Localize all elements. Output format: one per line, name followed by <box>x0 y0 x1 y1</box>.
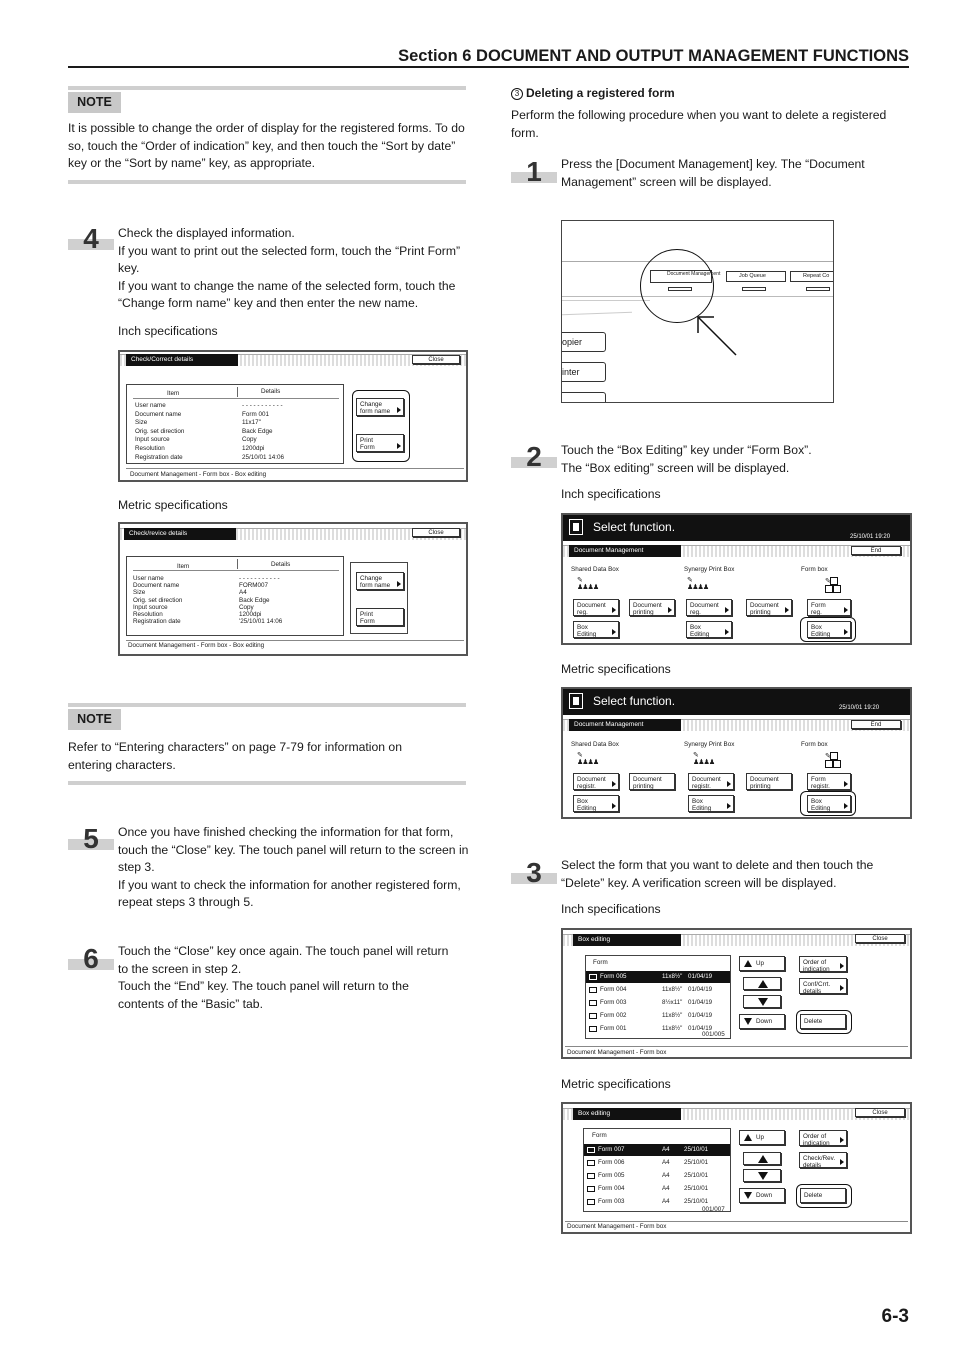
select-function-title: Select function. <box>563 689 910 715</box>
copier-key[interactable]: opier <box>561 332 606 352</box>
details-keys: User name Document name Size Orig. set direction Input source Resolution Registration date <box>135 402 185 461</box>
screen-footer: Document Management - Form box <box>567 1223 667 1230</box>
inch-spec-label: Inch specifications <box>561 487 661 501</box>
group-synergy-print-box: Synergy Print Box <box>684 741 735 748</box>
list-item[interactable]: Form 005 A4 25/10/01 <box>584 1170 730 1182</box>
users-icon: ✎ ♟♟♟♟ <box>577 752 599 766</box>
users-icon: ✎ ♟♟♟♟ <box>687 577 709 591</box>
box-editing-button[interactable]: Box Editing <box>688 795 734 812</box>
details-keys: User name Document name Size Orig. set direction Input source Resolution Registration date <box>133 575 183 626</box>
step-number-1: 1 <box>511 161 557 189</box>
box-editing-button[interactable]: Box Editing <box>686 621 732 638</box>
details-table: Item Details User name Document name Size Orig. set direction Input source Resolution Registration date - - - - - - - - - - - Form 001 11x17" Back Edge Copy 1200dpi 25/10/01 14:06 <box>126 384 344 464</box>
subsection-intro: Perform the following procedure when you want to delete a registered form. <box>511 108 887 140</box>
box-editing-button[interactable]: Box Editing <box>573 621 619 638</box>
metric-spec-label: Metric specifications <box>118 498 228 512</box>
step-number-2: 2 <box>511 446 557 474</box>
list-item[interactable]: Form 005 11x8½" 01/04/19 <box>586 971 730 983</box>
list-item[interactable]: Form 002 11x8½" 01/04/19 <box>586 1010 730 1022</box>
screen-title-bar: Box editing <box>573 1108 681 1120</box>
note-box-order <box>68 86 466 184</box>
screen-footer: Document Management - Form box - Box editing <box>128 642 265 649</box>
details-values: - - - - - - - - - - - Form 001 11x17" Back Edge Copy 1200dpi 25/10/01 14:06 <box>242 402 285 461</box>
list-item[interactable]: Form 007 A4 25/10/01 <box>584 1144 730 1156</box>
datetime: 25/10/01 19:20 <box>850 534 891 540</box>
metric-spec-label: Metric specifications <box>561 1077 671 1091</box>
down-button[interactable]: Down <box>739 1014 785 1029</box>
form-registr-button[interactable]: Form registr. <box>807 773 851 790</box>
form-list: Form Form 005 11x8½" 01/04/19 Form 004 11x8½" 01/04/19 Form 003 8½x11" 01/04/19 Form 002 11x8½" 01/04/19 Form 001 11x8½" 01/04/19 001/005 <box>585 955 731 1039</box>
up-button[interactable]: Up <box>739 956 785 971</box>
group-shared-data-box: Shared Data Box <box>571 741 619 748</box>
form-icon: ✎ <box>825 752 841 768</box>
step-6-text: Touch the “Close” key once again. The touch panel will return to the screen in step 2. Touch the “End” key. The touch panel will return to the contents of the “Basic” tab. <box>118 944 449 1011</box>
screen-footer: Document Management - Form box <box>567 1049 667 1056</box>
close-button[interactable]: Close <box>855 1108 905 1117</box>
list-item[interactable]: Form 003 A4 25/10/01 <box>584 1196 730 1208</box>
step-2-text: Touch the “Box Editing” key under “Form Box”. The “Box editing” screen will be displayed. <box>561 443 812 475</box>
list-item[interactable]: Form 001 11x8½" 01/04/19 <box>586 1023 730 1035</box>
screen-title-bar: Document Management <box>569 719 681 731</box>
print-form-button[interactable]: Print Form <box>356 434 404 452</box>
job-queue-key[interactable]: Job Queue <box>726 271 786 282</box>
step-5-text: Once you have finished checking the information for that form, touch the “Close” key. The touch panel will return to the screen in step 3. If you want to check the information for another registered form, repeat steps 3 through 5. <box>118 825 469 910</box>
list-item[interactable]: Form 004 A4 25/10/01 <box>584 1183 730 1195</box>
form-box-editing-button[interactable]: Box Editing <box>807 795 851 812</box>
order-of-indication-button[interactable]: Order of indication <box>799 956 847 972</box>
form-icon: ✎ <box>825 577 841 593</box>
up-button[interactable]: Up <box>739 1130 785 1145</box>
arrow-pointer-icon <box>692 311 742 361</box>
scroll-down-arrow[interactable] <box>743 1169 781 1182</box>
box-editing-screen-metric <box>561 1102 912 1234</box>
document-printing-button[interactable]: Document printing <box>629 773 675 790</box>
document-printing-button[interactable]: Document printing <box>629 599 675 616</box>
form-list: Form Form 007 A4 25/10/01 Form 006 A4 25/10/01 Form 005 A4 25/10/01 Form 004 A4 25/10/01 Form 003 A4 25/10/01 001/007 <box>583 1128 731 1212</box>
group-shared-data-box: Shared Data Box <box>571 566 619 573</box>
close-button[interactable]: Close <box>412 528 460 537</box>
screen-title-bar: Check/Correct details <box>126 354 238 366</box>
print-form-button[interactable]: Print Form <box>356 608 404 626</box>
document-printing-button[interactable]: Document printing <box>746 773 792 790</box>
note-label: NOTE <box>68 92 121 113</box>
step-1-text: Press the [Document Management] key. The “Document Management” screen will be displayed. <box>561 157 865 189</box>
note-box-characters <box>68 703 466 785</box>
check-details-screen-metric <box>118 522 468 656</box>
control-panel-illustration <box>561 220 834 403</box>
document-management-key[interactable]: Document Management <box>650 270 712 283</box>
repeat-copy-key[interactable]: Repeat Co <box>790 271 834 282</box>
step-number-5: 5 <box>68 828 114 856</box>
box-editing-screen-inch <box>561 928 912 1059</box>
step-number-4: 4 <box>68 228 114 256</box>
document-registr-button[interactable]: Document registr. <box>688 773 734 790</box>
subsection-title: 3 Deleting a registered form <box>511 86 675 100</box>
step-number-6: 6 <box>68 948 114 976</box>
close-button[interactable]: Close <box>855 934 905 943</box>
users-icon: ✎ ♟♟♟♟ <box>577 577 599 591</box>
page-count: 001/005 <box>702 1031 725 1038</box>
list-item[interactable]: Form 006 A4 25/10/01 <box>584 1157 730 1169</box>
group-form-box: Form box <box>801 741 828 748</box>
note-label: NOTE <box>68 709 121 730</box>
end-button[interactable]: End <box>851 546 901 555</box>
down-button[interactable]: Down <box>739 1188 785 1203</box>
document-reg-button[interactable]: Document reg. <box>686 599 732 616</box>
metric-spec-label: Metric specifications <box>561 662 671 676</box>
group-synergy-print-box: Synergy Print Box <box>684 566 735 573</box>
step-3-text: Select the form that you want to delete and then touch the “Delete” key. A verification screen will be displayed. <box>561 858 874 890</box>
delete-button[interactable]: Delete <box>800 1188 846 1203</box>
form-box-editing-button[interactable]: Box Editing <box>807 621 851 638</box>
select-function-screen-metric <box>561 687 912 819</box>
datetime: 25/10/01 19:20 <box>839 705 880 711</box>
note-text: It is possible to change the order of display for the registered forms. To do so, touch the “Order of indication” key, and then touch the “Sort by date” key or the “Sort by name” key, as appropriate. <box>68 121 465 171</box>
select-function-screen-inch <box>561 513 912 645</box>
change-form-name-button[interactable]: Change form name <box>356 398 404 416</box>
form-reg-button[interactable]: Form reg. <box>807 599 851 616</box>
screen-footer: Document Management - Form box - Box editing <box>130 471 267 478</box>
screen-title-bar: Document Management <box>569 545 681 557</box>
delete-button[interactable]: Delete <box>800 1014 846 1029</box>
document-printing-button[interactable]: Document printing <box>746 599 792 616</box>
list-item[interactable]: Form 004 11x8½" 01/04/19 <box>586 984 730 996</box>
order-of-indication-button[interactable]: Order of indication <box>799 1130 847 1146</box>
users-icon: ✎ ♟♟♟♟ <box>693 752 715 766</box>
screen-title-bar: Box editing <box>573 934 681 946</box>
page-count: 001/007 <box>702 1206 725 1213</box>
confirm-correct-details-button[interactable]: Conf/Crrt. details <box>799 978 847 994</box>
step-4-text: Check the displayed information. If you want to print out the selected form, touch the “Print Form” key. If you want to change the name of the selected form, touch the “Change form name” key and then enter the new name. <box>118 226 461 311</box>
details-table: Item Details User name Document name Size Orig. set direction Input source Resolution Registration date - - - - - - - - - - - FORM007 A4 Back Edge Copy 1200dpi '25/10/01 14:06 <box>126 556 344 636</box>
inch-spec-label: Inch specifications <box>561 902 661 916</box>
printer-key[interactable]: inter <box>561 362 606 382</box>
section-header: Section 6 DOCUMENT AND OUTPUT MANAGEMENT FUNCTIONS <box>68 46 909 68</box>
document-reg-button[interactable]: Document reg. <box>573 599 619 616</box>
box-editing-button[interactable]: Box Editing <box>573 795 619 812</box>
step-number-3: 3 <box>511 862 557 890</box>
end-button[interactable]: End <box>851 720 901 729</box>
check-revise-details-button[interactable]: Check/Rev. details <box>799 1152 847 1168</box>
note-text: Refer to “Entering characters” on page 7-79 for information on entering characters. <box>68 740 402 772</box>
scroll-down-arrow[interactable] <box>743 995 781 1008</box>
group-form-box: Form box <box>801 566 828 573</box>
change-form-name-button[interactable]: Change form name <box>356 572 404 590</box>
inch-spec-label: Inch specifications <box>118 324 218 338</box>
select-function-title: Select function. <box>563 515 910 541</box>
scroll-up-arrow[interactable] <box>743 1152 781 1165</box>
list-item[interactable]: Form 003 8½x11" 01/04/19 <box>586 997 730 1009</box>
screen-title-bar: Check/revice details <box>124 528 236 540</box>
close-button[interactable]: Close <box>412 355 460 364</box>
details-values: - - - - - - - - - - - FORM007 A4 Back Edge Copy 1200dpi '25/10/01 14:06 <box>239 575 283 626</box>
document-registr-button[interactable]: Document registr. <box>573 773 619 790</box>
scroll-up-arrow[interactable] <box>743 977 781 990</box>
check-details-screen-inch <box>118 350 468 482</box>
page-number: 6-3 <box>881 1306 909 1327</box>
